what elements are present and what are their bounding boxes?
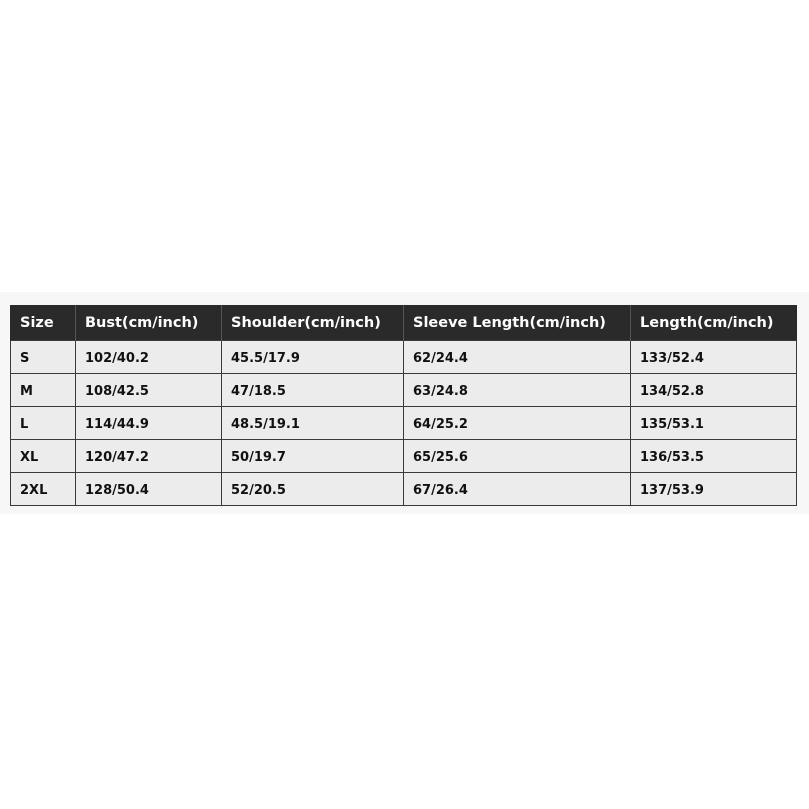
cell-shoulder: 48.5/19.1: [222, 407, 404, 440]
cell-size: S: [11, 341, 76, 374]
cell-shoulder: 52/20.5: [222, 473, 404, 506]
cell-shoulder: 50/19.7: [222, 440, 404, 473]
cell-size: M: [11, 374, 76, 407]
header-size: Size: [11, 305, 76, 341]
table-row: [11, 440, 797, 473]
header-length: Length(cm/inch): [631, 305, 797, 341]
header-row: [11, 305, 797, 341]
table-row: [11, 341, 797, 374]
cell-length: 136/53.5: [631, 440, 797, 473]
cell-sleeve-length: 65/25.6: [404, 440, 631, 473]
cell-bust: 108/42.5: [76, 374, 222, 407]
header-shoulder: Shoulder(cm/inch): [222, 305, 404, 341]
cell-bust: 128/50.4: [76, 473, 222, 506]
cell-bust: 102/40.2: [76, 341, 222, 374]
cell-sleeve-length: 64/25.2: [404, 407, 631, 440]
cell-length: 135/53.1: [631, 407, 797, 440]
cell-length: 137/53.9: [631, 473, 797, 506]
cell-bust: 120/47.2: [76, 440, 222, 473]
header-bust: Bust(cm/inch): [76, 305, 222, 341]
header-sleeve-length: Sleeve Length(cm/inch): [404, 305, 631, 341]
cell-bust: 114/44.9: [76, 407, 222, 440]
cell-sleeve-length: 63/24.8: [404, 374, 631, 407]
cell-length: 133/52.4: [631, 341, 797, 374]
cell-sleeve-length: 62/24.4: [404, 341, 631, 374]
cell-size: XL: [11, 440, 76, 473]
cell-size: 2XL: [11, 473, 76, 506]
cell-shoulder: 47/18.5: [222, 374, 404, 407]
cell-shoulder: 45.5/17.9: [222, 341, 404, 374]
table-row: [11, 473, 797, 506]
cell-size: L: [11, 407, 76, 440]
table-row: [11, 407, 797, 440]
size-chart-table: [10, 305, 797, 506]
cell-sleeve-length: 67/26.4: [404, 473, 631, 506]
cell-length: 134/52.8: [631, 374, 797, 407]
table-row: [11, 374, 797, 407]
